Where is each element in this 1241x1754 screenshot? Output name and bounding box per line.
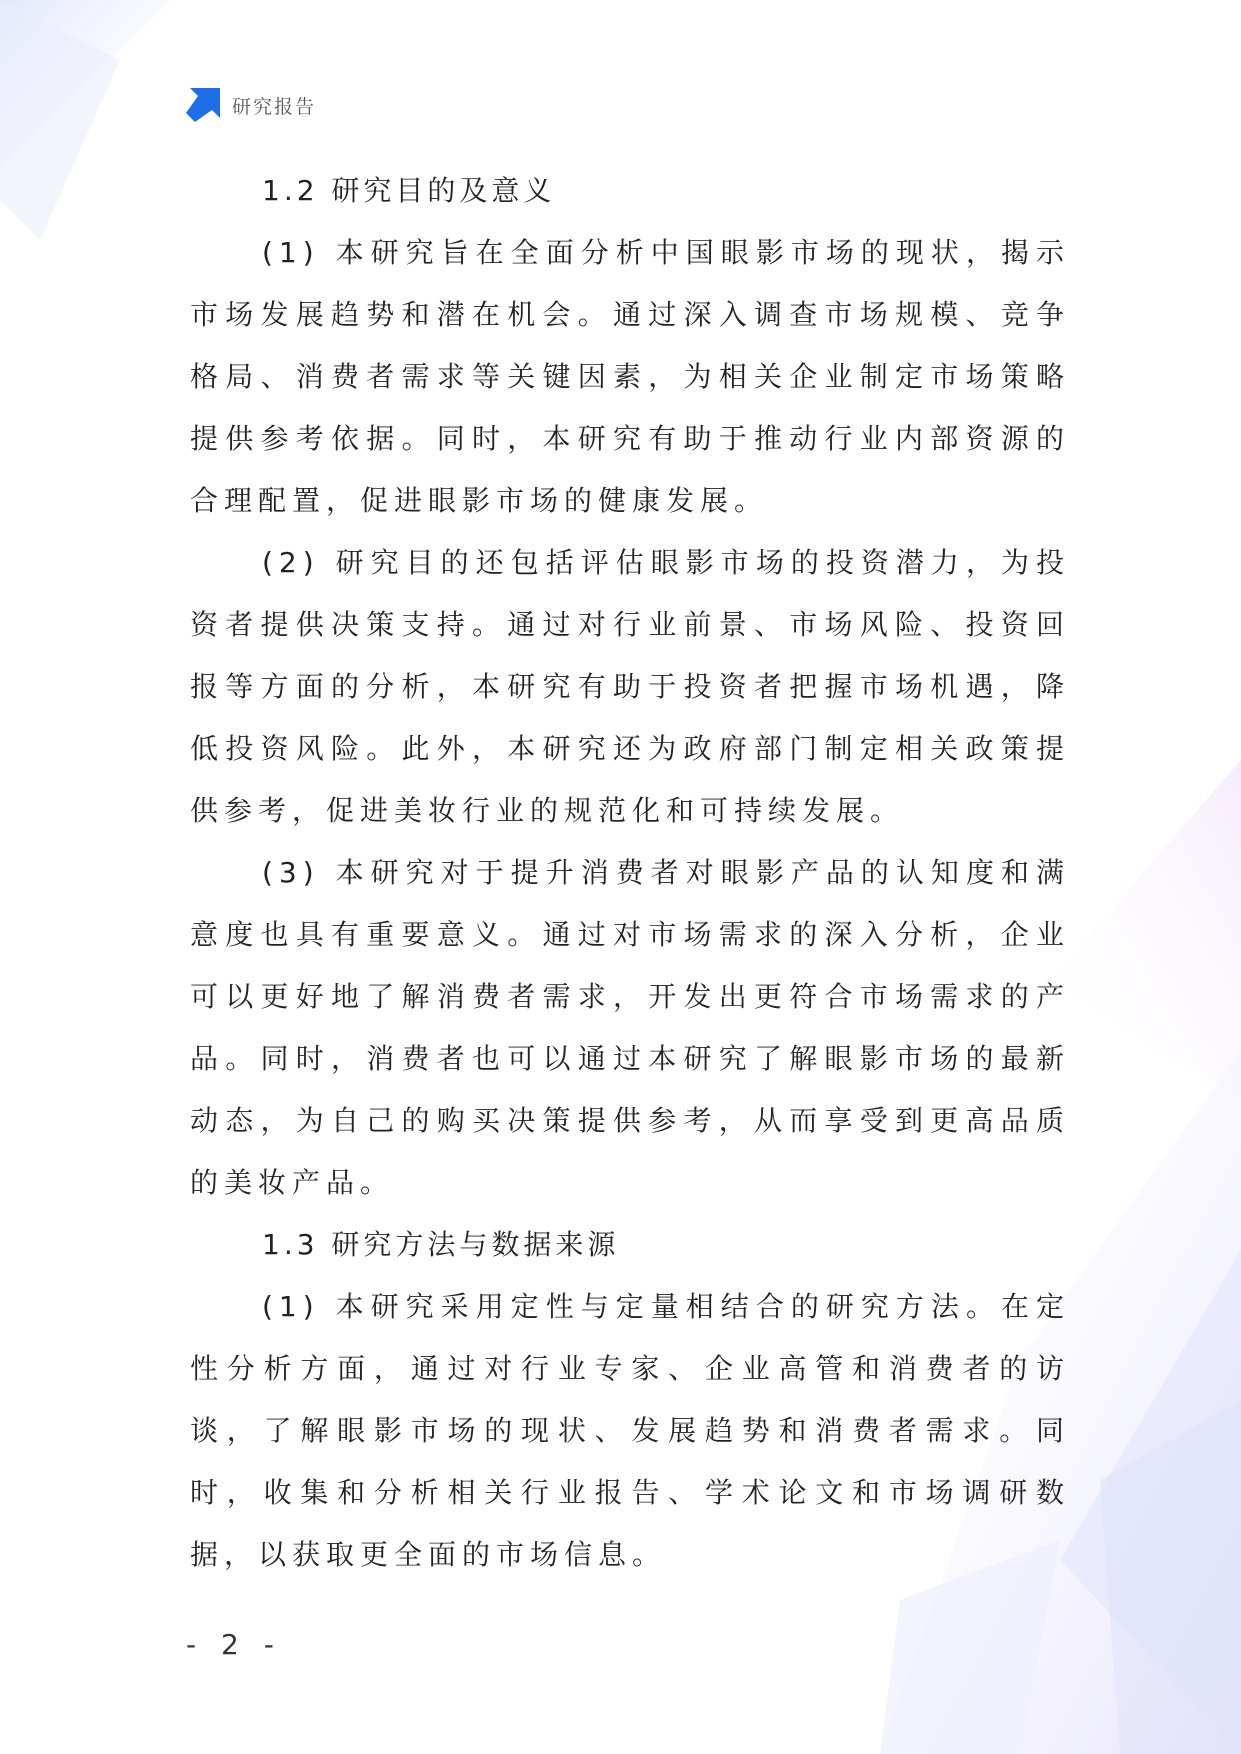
page-number: - 2 - xyxy=(186,1628,282,1661)
paragraph-1-2-2: (2) 研究目的还包括评估眼影市场的投资潜力，为投资者提供决策支持。通过对行业前景、市场风险、投资回报等方面的分析，本研究有助于投资者把握市场机遇，降低投资风险。此外，本研究还为政府部门制定相关政策提供参考，促进美妆行业的规范化和可持续发展。 xyxy=(190,546,1070,827)
header-title: 研究报告 xyxy=(232,95,317,118)
paragraph-1-2-1: (1) 本研究旨在全面分析中国眼影市场的现状，揭示市场发展趋势和潜在机会。通过深入调查市场规模、竞争格局、消费者需求等关键因素，为相关企业制定市场策略提供参考依据。同时，本研究有助于推动行业内部资源的合理配置，促进眼影市场的健康发展。 xyxy=(190,236,1070,517)
report-header xyxy=(186,88,316,122)
arrow-logo-icon xyxy=(186,88,220,122)
paragraph-1-3-1: (1) 本研究采用定性与定量相结合的研究方法。在定性分析方面，通过对行业专家、企业高管和消费者的访谈，了解眼影市场的现状、发展趋势和消费者需求。同时，收集和分析相关行业报告、学术论文和市场调研数据，以获取更全面的市场信息。 xyxy=(190,1290,1070,1571)
paragraph-1-2-3: (3) 本研究对于提升消费者对眼影产品的认知度和满意度也具有重要意义。通过对市场需求的深入分析，企业可以更好地了解消费者需求，开发出更符合市场需求的产品。同时，消费者也可以通过本研究了解眼影市场的最新动态，为自己的购买决策提供参考，从而享受到更高品质的美妆产品。 xyxy=(190,856,1070,1199)
section-heading-1-3: 1.3 研究方法与数据来源 xyxy=(262,1228,620,1261)
document-body xyxy=(190,160,1070,1586)
section-heading-1-2: 1.2 研究目的及意义 xyxy=(262,174,556,207)
